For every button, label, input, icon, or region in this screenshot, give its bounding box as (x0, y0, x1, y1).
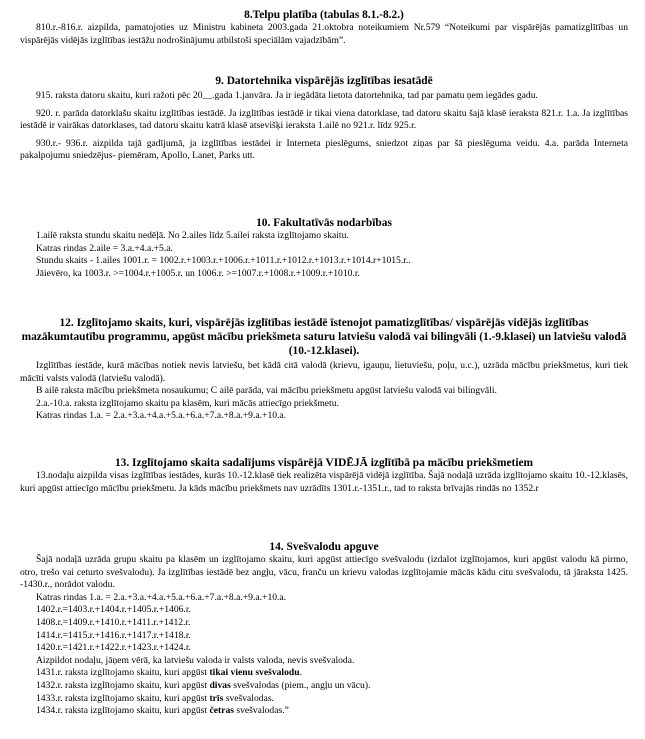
section-8-title: 8.Telpu platība (tabulas 8.1.-8.2.) (244, 9, 404, 21)
section-14-row-1432 (20, 680, 628, 693)
section-14-line-5: 1420.r.=1421.r.+1422.r.+1423.r.+1424.r. (36, 642, 191, 654)
row-1433-end: svešvalodas. (223, 692, 274, 704)
row-1432-end: svešvalodas (piem., angļu un vācu). (230, 679, 371, 691)
section-10-line-3: Stundu skaits - 1.ailes 1001.r. = 1002.r.+1003.r.+1006.r.+1011.r.+1012.r.+1013.r.+1014.r+1015.r.. (36, 255, 411, 267)
section-8-paragraph: 810.r.-816.r. aizpilda, pamatojoties uz Ministru kabineta 2003.gada 21.oktobra noteikumiem Nr.579 “Noteikumi par vispārējās pamatizglītības un vispārējās vidējās izglītības iestāžu nodrošinājumu atbilstoši speciālām vajadzībām”. (20, 22, 628, 46)
row-1434-text: 1434.r. raksta izglītojamo skaitu, kuri apgūst (36, 705, 210, 717)
section-14-title: 14. Svešvalodu apguve (269, 541, 379, 553)
section-14-line-2: 1402.r.=1403.r.+1404.r.+1405.r.+1406.r. (36, 604, 191, 616)
row-1433-bold: trīs (209, 692, 224, 704)
row-1432-bold: divas (209, 679, 231, 691)
section-9 (20, 74, 628, 163)
section-12-title: 12. Izglītojamo skaits, kuri, vispārējās izglītības iestādē īstenojot pamatizglītības/ vispārējās vidējās izglītības mazākumtautību programmu, apgūst mācību priekšmeta saturu latviešu valodā vai bilingvāli (1.-9.klasei) un latviešu valodā (10.-12.klasei). (21, 317, 627, 357)
section-14-line-3: 1408.r.=1409.r.+1410.r.+1411.r.+1412.r. (36, 616, 191, 628)
section-12-line-1: B ailē raksta mācību priekšmeta nosaukumu; C ailē parāda, vai mācību priekšmetu apgūst latviešu valodā vai bilingvāli. (36, 385, 497, 397)
section-13 (20, 456, 628, 495)
section-10-line-2: Katras rindas 2.aile = 3.a.+4.a.+5.a. (36, 242, 173, 254)
section-14-row-1434 (20, 705, 628, 718)
row-1432-text: 1432.r. raksta izglītojamo skaitu, kuri apgūst (36, 679, 210, 691)
row-1434-end: svešvalodas.” (233, 705, 289, 717)
row-1431-bold: tikai vienu svešvalodu (209, 667, 300, 679)
row-1434-bold: četras (209, 705, 234, 717)
section-8 (20, 8, 628, 47)
section-12-line-3: Katras rindas 1.a. = 2.a.+3.a.+4.a.+5.a.+6.a.+7.a.+8.a.+9.a.+10.a. (36, 410, 287, 422)
section-14-line-6: Aizpildot nodaļu, jāņem vērā, ka latviešu valoda ir valsts valoda, nevis svešvaloda. (36, 654, 355, 666)
section-10-line-4: Jāievēro, ka 1003.r. >=1004.r.+1005.r. un 1006.r. >=1007.r.+1008.r.+1009.r.+1010.r. (36, 267, 360, 279)
section-9-title: 9. Datortehnika vispārējās izglītības iesatādē (215, 75, 433, 87)
section-14-row-1433 (20, 693, 628, 706)
section-14 (20, 540, 628, 718)
section-9-paragraph-3: 930.r.- 936.r. aizpilda tajā gadījumā, ja izglītības iestādei ir Interneta pieslēgums, sniedzot ziņas par šā pieslēguma veidu. 4.a. parāda Interneta pakalpojumu sniedzējus- piemēram, Apollo, Lanet, Parks utt. (20, 137, 628, 162)
section-13-paragraph: 13.nodaļu aizpilda visas izglītības iestādes, kurās 10.-12.klasē tiek realizēta vispārējā vidējā izglītība. Šajā nodaļā uzrāda izglītojamo skaitu 10.-12.klasēs, kuri apgūst attiecīgo mācību priekšmetu. Ja kāds mācību priekšmets nav uzrādīts 1301.r.-1351.r., tad to raksta brīvajās rindās no 1352.r (20, 470, 628, 494)
row-1431-end: . (299, 667, 302, 679)
section-14-line-4: 1414.r.=1415.r.+1416.r.+1417.r.+1418.r. (36, 629, 191, 641)
row-1433-text: 1433.r. raksta izglītojamo skaitu, kuri apgūst (36, 692, 210, 704)
section-14-paragraph: Šajā nodaļā uzrāda grupu skaitu pa klasēm un izglītojamo skaitu, kuri apgūst attiecīgo svešvalodu (izdalot izglītojamos, kuri apgūst valodu kā pirmo, otro, trešo vai ceturto svešvalodu). Ja izglītības iestādē bez angļu, vācu, franču un krievu valodas izglītojamie mācās kādu citu svešvalodu, tā jāraksta 1425. -1430.r., norādot valodu. (20, 554, 628, 591)
section-12-line-2: 2.a.-10.a. raksta izglītojamo skaitu pa klasēm, kuri mācās attiecīgo priekšmetu. (36, 397, 339, 409)
section-10-title: 10. Fakultatīvās nodarbības (256, 217, 392, 229)
section-12 (20, 316, 628, 423)
section-14-row-1431 (20, 667, 628, 680)
section-12-paragraph: Izglītības iestāde, kurā mācības notiek nevis latviešu, bet kādā citā valodā (krievu, igauņu, lietuviešu, poļu, u.c.), uzrāda mācību priekšmetus, kuri tiek mācīti valsts valodā (latviešu valodā). (20, 360, 628, 384)
section-9-paragraph-2: 920. r. parāda datorklašu skaitu izglītības iestādē. Ja izglītības iestādē ir tikai viena datorklase, tad datoru skaitu šajā klasē ieraksta 821.r. 1.a. Ja izglītības iestādē ir vairākas datorklases, tad datoru skaitu katrā klasē atsevišķi ieraksta 1.ailē no 921.r. līdz 925.r. (20, 107, 628, 132)
section-13-title: 13. Izglītojamo skaita sadalījums vispārējā VIDĒJĀ izglītībā pa mācību priekšmetiem (114, 457, 534, 469)
row-1431-text: 1431.r. raksta izglītojamo skaitu, kuri apgūst (36, 667, 210, 679)
section-10 (20, 216, 628, 280)
section-9-paragraph-1: 915. raksta datoru skaitu, kuri ražoti pēc 20__.gada 1.janvāra. Ja ir iegādāta lietota datortehnika, tad par pamatu ņem iegādes gadu. (36, 90, 538, 101)
section-10-line-1: 1.ailē raksta stundu skaitu nedēļā. No 2.ailes līdz 5.ailei raksta izglītojamo skaitu. (36, 230, 349, 241)
section-14-line-1: Katras rindas 1.a. = 2.a.+3.a.+4.a.+5.a.+6.a.+7.a.+8.a.+9.a.+10.a. (36, 591, 287, 603)
